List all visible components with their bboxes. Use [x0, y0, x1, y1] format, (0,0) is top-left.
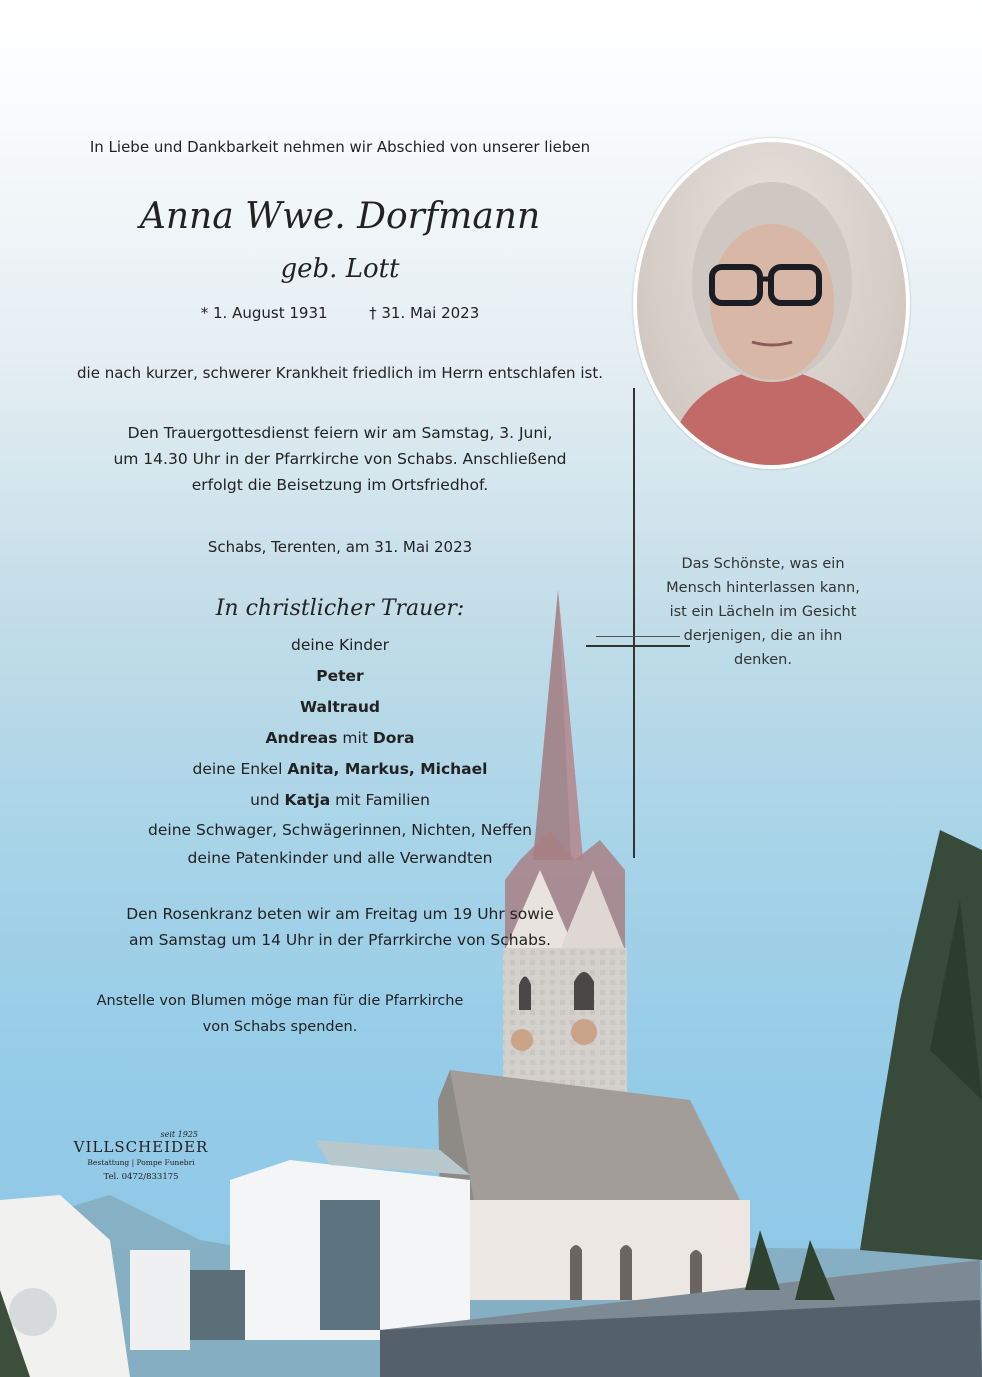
service-line: Den Trauergottesdienst feiern wir am Samstag, 3. Juni,: [127, 424, 553, 442]
mourner-child: Waltraud: [300, 698, 380, 716]
intro-text: In Liebe und Dankbarkeit nehmen wir Abschied von unserer lieben: [89, 138, 591, 156]
mourners-list: [40, 630, 640, 872]
quote-line: Das Schönste, was ein: [681, 556, 845, 572]
quote-line: Mensch hinterlassen kann,: [666, 580, 860, 596]
flowers-line: von Schabs spenden.: [202, 1019, 358, 1035]
flowers-line: Anstelle von Blumen möge man für die Pfarrkirche: [96, 993, 464, 1009]
place-date: Schabs, Terenten, am 31. Mai 2023: [207, 538, 473, 556]
mourner-child: Andreas: [265, 729, 338, 747]
quote-line: denken.: [734, 652, 792, 668]
service-block: [60, 420, 620, 498]
service-line: erfolgt die Beisetzung im Ortsfriedhof.: [191, 476, 489, 494]
deceased-name: Anna Wwe. Dorfmann: [139, 196, 541, 237]
rosary-line: am Samstag um 14 Uhr in der Pfarrkirche von Schabs.: [129, 931, 551, 949]
funeral-home-phone: Tel. 0472/833175: [103, 1172, 179, 1182]
funeral-home-since: seit 1925: [160, 1130, 198, 1139]
quote-line: derjenigen, die an ihn: [683, 628, 843, 644]
mourner-grandchildren: Anita, Markus, Michael: [287, 760, 488, 778]
birth-date: * 1. August 1931: [200, 304, 328, 322]
funeral-home-subtitle: Bestattung | Pompe Funebri: [87, 1158, 195, 1167]
rosary-line: Den Rosenkranz beten wir am Freitag um 19 Uhr sowie: [126, 905, 554, 923]
mourner-connector: mit: [342, 729, 368, 747]
mourners-enkel-label: deine Enkel: [192, 760, 283, 778]
mourning-heading: In christlicher Trauer:: [215, 596, 465, 621]
mourners-kinder-label: deine Kinder: [290, 636, 389, 654]
service-line: um 14.30 Uhr in der Pfarrkirche von Schabs. Anschließend: [113, 450, 567, 468]
mourner-partner: Dora: [372, 729, 415, 747]
quote-line: ist ein Lächeln im Gesicht: [669, 604, 857, 620]
mourners-relatives: deine Schwager, Schwägerinnen, Nichten, Neffen: [148, 821, 532, 839]
memorial-quote: [636, 552, 890, 672]
portrait-frame: [633, 138, 910, 469]
flowers-block: [60, 988, 500, 1040]
mourner-child: Peter: [316, 667, 364, 685]
funeral-home-logo: [66, 1130, 216, 1182]
mourners-relatives: deine Patenkinder und alle Verwandten: [187, 849, 493, 867]
maiden-name: geb. Lott: [280, 254, 400, 284]
portrait-photo: [637, 142, 906, 465]
death-date: † 31. Mai 2023: [369, 304, 480, 322]
mourner-connector: und: [250, 791, 280, 809]
passing-text: die nach kurzer, schwerer Krankheit friedlich im Herrn entschlafen ist.: [77, 364, 603, 382]
life-dates: [60, 304, 620, 322]
funeral-home-name: VILLSCHEIDER: [73, 1138, 209, 1156]
rosary-block: [40, 901, 640, 953]
mourner-grandchild: Katja: [284, 791, 331, 809]
mourner-families: mit Familien: [335, 791, 430, 809]
church-roof: [450, 1070, 750, 1220]
